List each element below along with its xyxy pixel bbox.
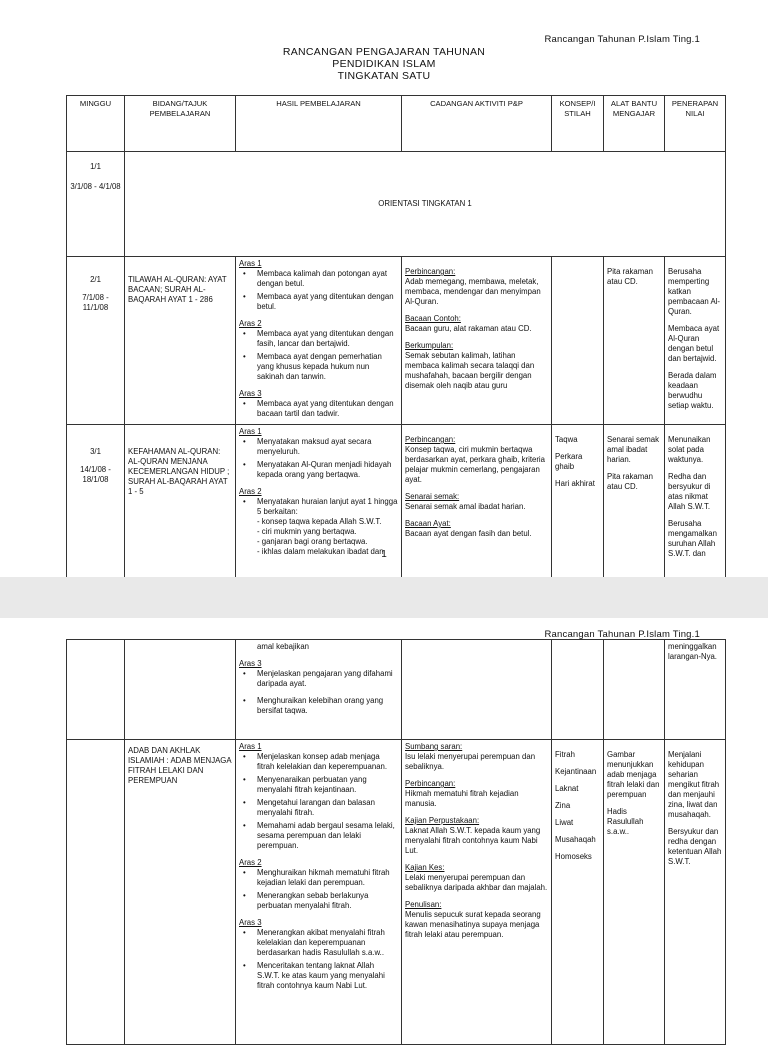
level-label: Aras 3 <box>239 389 262 398</box>
activity-heading: Kajian Kes: <box>405 863 445 872</box>
topic-text: TILAWAH AL-QURAN: AYAT BACAAN; SURAH AL-BAQARAH AYAT 1 - 286 <box>128 275 227 304</box>
activity-heading: Penulisan: <box>405 900 442 909</box>
activity-text: Adab memegang, membawa, meletak, membaca, mendengar dan menyimpan Al-Quran. <box>405 277 541 306</box>
value-text: Berusaha memperting katkan pembacaan Al-Quran. <box>668 267 721 316</box>
concept-text: Musahaqah <box>555 835 596 844</box>
concept-text: Laknat <box>555 784 579 793</box>
document-title-line-2: PENDIDIKAN ISLAM <box>332 58 436 70</box>
concept-cell <box>552 640 604 740</box>
orientasi-cell <box>125 152 726 257</box>
table-row-tilawah <box>67 257 726 425</box>
table-row-orientasi <box>67 152 726 257</box>
concept-text: Fitrah <box>555 750 575 759</box>
concept-text: Zina <box>555 801 571 810</box>
week-dates: 14/1/08 - 18/1/08 <box>80 465 111 484</box>
aid-text: Pita rakaman atau CD. <box>607 267 653 286</box>
concept-text: Hari akhirat <box>555 479 595 488</box>
outcomes-cell <box>236 257 402 425</box>
week-cell <box>67 740 125 1045</box>
activity-text: Lelaki menyerupai perempuan dan sebaliknya daripada akhbar dan majalah. <box>405 873 548 892</box>
activity-text: Hikmah mematuhi fitrah kejadian manusia. <box>405 789 519 808</box>
activity-text: Isu lelaki menyerupai perempuan dan sebaliknya. <box>405 752 536 771</box>
aid-text: Senarai semak amal ibadat harian. <box>607 435 660 464</box>
aid-text: Gambar menunjukkan adab menjaga fitrah lelaki dan perempuan <box>607 750 660 799</box>
list-item: • Menerangkan akibat menyalahi fitrah kelelakian dan keperempuanan berdasarkan hadis Rasulullah s.a.w.. <box>257 928 398 958</box>
level-label: Aras 2 <box>239 858 262 867</box>
running-header: Rancangan Tahunan P.Islam Ting.1 <box>544 629 700 640</box>
activity-heading: Berkumpulan: <box>405 341 454 350</box>
outcome-detail: amal kebajikan <box>257 642 310 651</box>
list-item: • Menjelaskan pengajaran yang difahami daripada ayat. <box>257 669 398 689</box>
activity-heading: Perbincangan: <box>405 267 456 276</box>
outcome-detail: - konsep taqwa kepada Allah S.W.T. <box>257 517 382 526</box>
value-text: Membaca ayat Al-Quran dengan betul dan bertajwid. <box>668 324 720 363</box>
activity-text: Semak sebutan kalimah, latihan membaca kalimah secara talaqqi dan mushafahah, bacaan bergilir dengan disemak oleh naqib atau guru <box>405 351 535 390</box>
outcome-detail: - ganjaran bagi orang bertaqwa. <box>257 537 368 546</box>
level-label: Aras 1 <box>239 427 262 436</box>
topic-text: ADAB DAN AKHLAK ISLAMIAH : ADAB MENJAGA FITRAH LELAKI DAN PEREMPUAN <box>128 746 232 785</box>
concept-cell <box>552 740 604 1045</box>
aid-text: Hadis Rasulullah s.a.w.. <box>607 807 644 836</box>
list-item: • Mengetahui larangan dan balasan menyalahi fitrah. <box>257 798 398 818</box>
value-text: meninggalkan larangan-Nya. <box>668 642 717 661</box>
concept-text: Homoseks <box>555 852 592 861</box>
activity-text: Menulis sepucuk surat kepada seorang kawan menasihatinya supaya menjaga fitrah lelaki atau perempuan. <box>405 910 541 939</box>
concept-text: Kejantinaan <box>555 767 597 776</box>
col-header-konsep: KONSEP/I STILAH <box>552 96 604 152</box>
outcome-list <box>239 269 398 312</box>
document-title-line-1: RANCANGAN PENGAJARAN TAHUNAN <box>282 46 486 58</box>
running-header: Rancangan Tahunan P.Islam Ting.1 <box>544 34 700 45</box>
level-label: Aras 1 <box>239 742 262 751</box>
concept-text: Liwat <box>555 818 574 827</box>
activity-text: Konsep taqwa, ciri mukmin bertaqwa berdasarkan ayat, perkara ghaib, kriteria pelajar mukmin cemerlang, pengajaran ayat. <box>405 445 545 484</box>
activity-text: Bacaan guru, alat rakaman atau CD. <box>405 324 532 333</box>
list-item: • Memahami adab bergaul sesama lelaki, sesama perempuan dan lelaki perempuan. <box>257 821 398 851</box>
list-item: • Menyatakan Al-Quran menjadi hidayah kepada orang yang bertaqwa. <box>257 460 398 480</box>
list-item: • Membaca kalimah dan potongan ayat dengan betul. <box>257 269 398 289</box>
topic-cell <box>125 640 236 740</box>
list-item: • Menerangkan sebab berlakunya perbuatan menyalahi fitrah. <box>257 891 398 911</box>
outcome-list <box>239 868 398 911</box>
col-header-minggu: MINGGU <box>67 96 125 152</box>
activity-cell <box>402 257 552 425</box>
list-item: • Menghuraikan hikmah mematuhi fitrah kejadian lelaki dan perempuan. <box>257 868 398 888</box>
outcomes-cell <box>236 740 402 1045</box>
week-dates: 3/1/08 - 4/1/08 <box>70 182 121 191</box>
concept-cell <box>552 257 604 425</box>
col-header-alat: ALAT BANTU MENGAJAR <box>604 96 665 152</box>
activity-text: Senarai semak amal ibadat harian. <box>405 502 526 511</box>
orientasi-text: ORIENTASI TINGKATAN 1 <box>378 199 472 208</box>
outcome-list <box>239 669 398 716</box>
activity-cell <box>402 740 552 1045</box>
topic-text: KEFAHAMAN AL-QURAN: AL-QURAN MENJANA KECEMERLANGAN HIDUP ; SURAH AL-BAQARAH AYAT 1 - 5 <box>128 447 230 496</box>
col-header-bidang: BIDANG/TAJUK PEMBELAJARAN <box>125 96 236 152</box>
aid-cell <box>604 640 665 740</box>
aid-cell <box>604 740 665 1045</box>
week-cell <box>67 640 125 740</box>
col-header-aktiviti: CADANGAN AKTIVITI P&P <box>402 96 552 152</box>
level-label: Aras 3 <box>239 659 262 668</box>
outcome-list <box>239 928 398 991</box>
week-dates: 7/1/08 - 11/1/08 <box>82 293 109 312</box>
activity-heading: Bacaan Ayat: <box>405 519 451 528</box>
topic-cell <box>125 257 236 425</box>
activity-cell <box>402 640 552 740</box>
aid-cell <box>604 257 665 425</box>
col-header-nilai: PENERAPAN NILAI <box>665 96 726 152</box>
value-text: Berusaha mengamalkan suruhan Allah S.W.T. dan <box>668 519 717 558</box>
value-text: Berada dalam keadaan berwudhu setiap waktu. <box>668 371 717 410</box>
value-text: Bersyukur dan redha dengan ketentuan Allah S.W.T. <box>668 827 722 866</box>
level-label: Aras 2 <box>239 487 262 496</box>
week-cell <box>67 152 125 257</box>
list-item: • Menyenaraikan perbuatan yang menyalahi fitrah kejantinaan. <box>257 775 398 795</box>
activity-heading: Perbincangan: <box>405 435 456 444</box>
value-text: Menjalani kehidupan seharian mengikut fitrah dan menjauhi zina, liwat dan musahaqah. <box>668 750 720 819</box>
lesson-plan-table <box>66 95 726 577</box>
document-title-line-3: TINGKATAN SATU <box>337 70 431 82</box>
topic-cell <box>125 740 236 1045</box>
outcome-list <box>239 437 398 480</box>
activity-heading: Senarai semak: <box>405 492 460 501</box>
level-label: Aras 1 <box>239 259 262 268</box>
activity-text: Laknat Allah S.W.T. kepada kaum yang menyalahi fitrah contohnya kaum Nabi Lut. <box>405 826 541 855</box>
concept-text: Taqwa <box>555 435 578 444</box>
level-label: Aras 3 <box>239 918 262 927</box>
outcome-detail: - ciri mukmin yang bertaqwa. <box>257 527 357 536</box>
activity-heading: Sumbang saran: <box>405 742 463 751</box>
col-header-hasil: HASIL PEMBELAJARAN <box>236 96 402 152</box>
list-item: • Membaca ayat dengan pemerhatian yang khusus kepada hukum nun sakinah dan tanwin. <box>257 352 398 382</box>
aid-text: Pita rakaman atau CD. <box>607 472 653 491</box>
outcome-detail: - ikhlas dalam melakukan ibadat dan <box>257 547 384 556</box>
outcome-list <box>239 752 398 851</box>
values-cell <box>665 740 726 1045</box>
week-number: 1/1 <box>90 162 101 171</box>
outcome-list <box>239 497 398 557</box>
outcomes-cell <box>236 640 402 740</box>
values-cell <box>665 640 726 740</box>
list-item: • Membaca ayat yang ditentukan dengan fasih, lancar dan bertajwid. <box>257 329 398 349</box>
page-gap <box>0 577 768 618</box>
level-label: Aras 2 <box>239 319 262 328</box>
list-item: • Membaca ayat yang ditentukan dengan betul. <box>257 292 398 312</box>
value-text: Redha dan bersyukur di atas nikmat Allah S.W.T. <box>668 472 711 511</box>
list-item: • Menjelaskan konsep adab menjaga fitrah kelelakian dan keperempuanan. <box>257 752 398 772</box>
values-cell <box>665 257 726 425</box>
value-text: Menunaikan solat pada waktunya. <box>668 435 711 464</box>
activity-heading: Kajian Perpustakaan: <box>405 816 480 825</box>
week-cell <box>67 257 125 425</box>
outcome-list <box>239 329 398 382</box>
activity-heading: Bacaan Contoh: <box>405 314 461 323</box>
page-number: 1 <box>381 549 387 560</box>
activity-heading: Perbincangan: <box>405 779 456 788</box>
lesson-plan-table-continued <box>66 639 726 1045</box>
list-item <box>257 497 398 557</box>
list-item: • Menceritakan tentang laknat Allah S.W.T. ke atas kaum yang menyalahi fitrah contohnya kaum Nabi Lut. <box>257 961 398 991</box>
outcome-list <box>239 399 398 419</box>
list-item: • Menghuraikan kelebihan orang yang bersifat taqwa. <box>257 696 398 716</box>
outcome-text: • Menyatakan huraian lanjut ayat 1 hingga 5 berkaitan: <box>257 497 398 516</box>
table-header-row <box>67 96 726 152</box>
week-number: 2/1 <box>90 275 101 284</box>
table-row-continued <box>67 640 726 740</box>
activity-text: Bacaan ayat dengan fasih dan betul. <box>405 529 532 538</box>
concept-text: Perkara ghaib <box>555 452 583 471</box>
week-number: 3/1 <box>90 447 101 456</box>
list-item: • Menyatakan maksud ayat secara menyeluruh. <box>257 437 398 457</box>
table-row-adab <box>67 740 726 1045</box>
list-item: • Membaca ayat yang ditentukan dengan bacaan tartil dan tadwir. <box>257 399 398 419</box>
